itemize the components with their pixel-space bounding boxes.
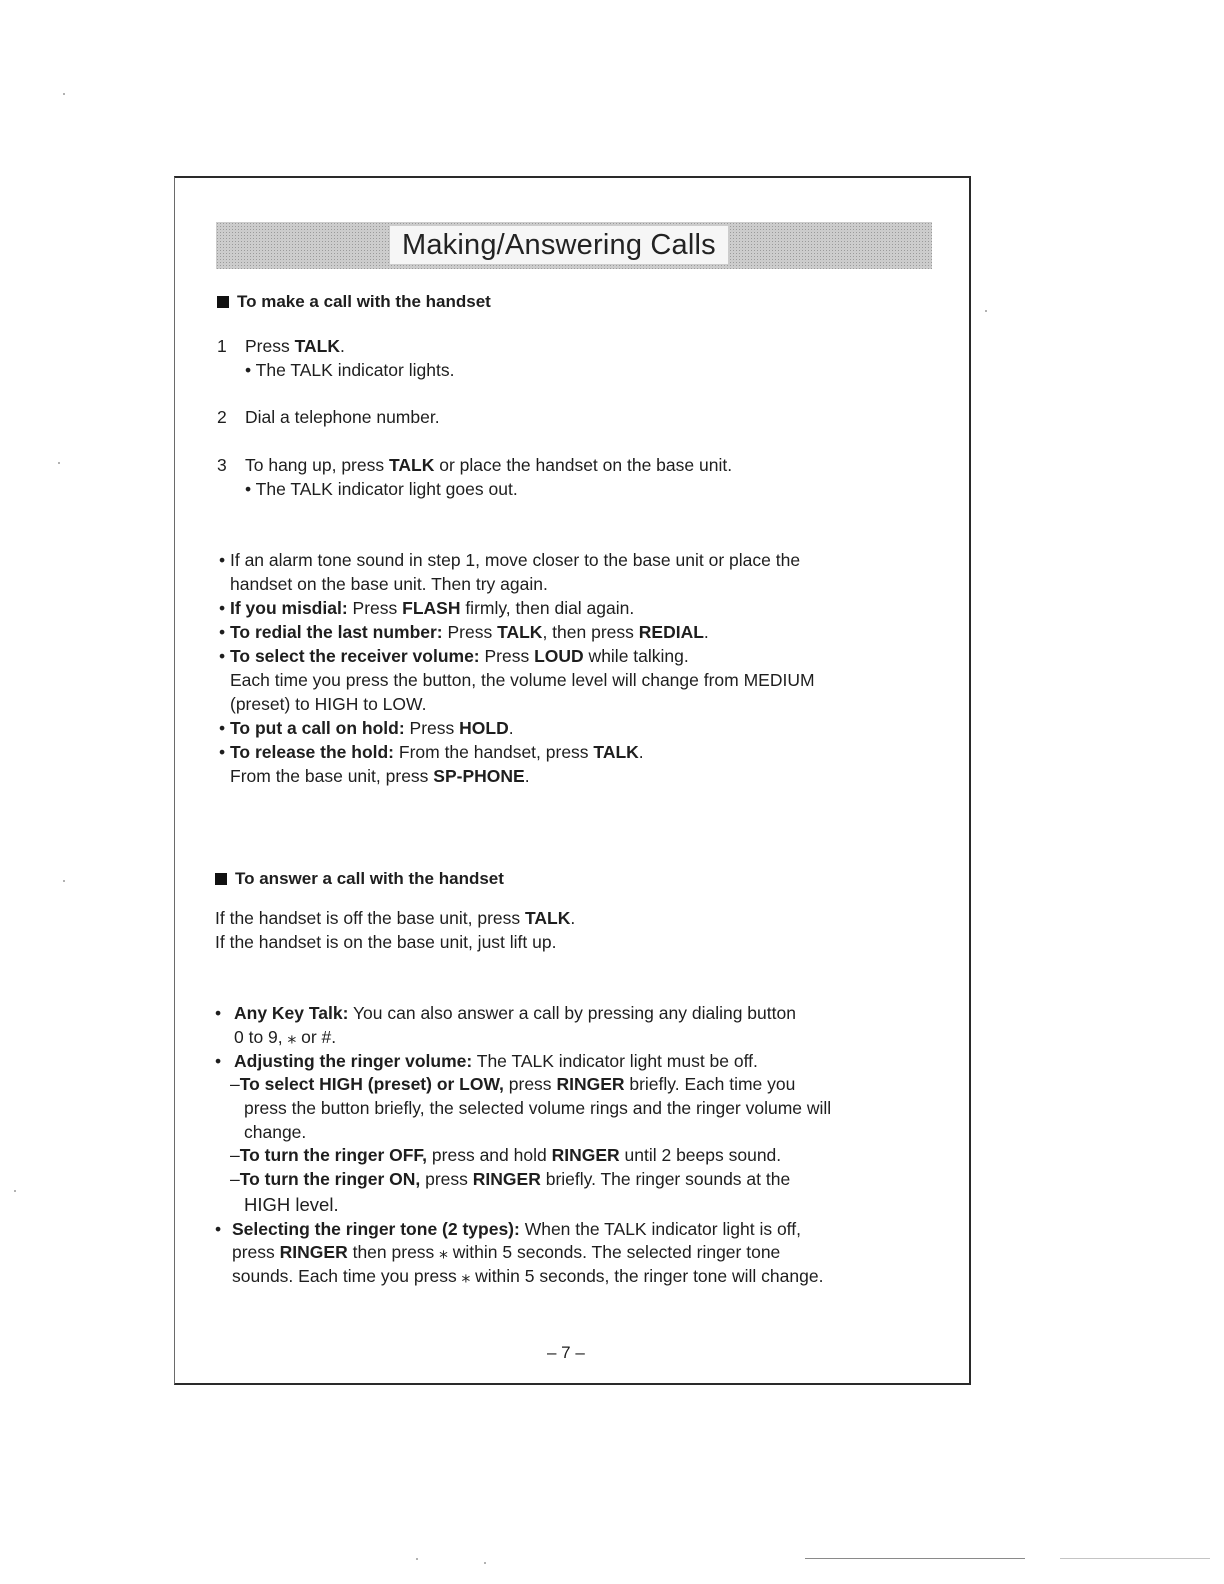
square-bullet-icon xyxy=(217,296,229,308)
note-ringer-tone-cont: press RINGER then press ⁎ within 5 seconds. The selected ringer tone xyxy=(232,1242,781,1262)
note-receiver-volume-cont: Each time you press the button, the volume level will change from MEDIUM xyxy=(230,670,815,690)
step-1: 1 Press TALK. xyxy=(217,336,345,356)
step-2: 2 Dial a telephone number. xyxy=(217,407,440,427)
note-ringer-on-cont: HIGH level. xyxy=(244,1194,339,1215)
note-receiver-volume: • To select the receiver volume: Press LOUD while talking. xyxy=(219,646,689,666)
note-ringer-high-low-cont: press the button briefly, the selected volume rings and the ringer volume will xyxy=(244,1098,832,1118)
scan-speck xyxy=(63,93,65,95)
note-ringer-tone-cont2: sounds. Each time you press ⁎ within 5 seconds, the ringer tone will change. xyxy=(232,1266,824,1286)
note-ringer-on: –To turn the ringer ON, press RINGER briefly. The ringer sounds at the xyxy=(230,1169,791,1189)
note-any-key-talk-cont: 0 to 9, ⁎ or #. xyxy=(234,1027,337,1047)
section-heading-make-call: To make a call with the handset xyxy=(217,290,491,313)
scan-artifact-line xyxy=(1060,1558,1210,1559)
scan-speck xyxy=(63,880,65,882)
scan-speck xyxy=(985,310,987,312)
note-ringer-volume: • Adjusting the ringer volume: The TALK indicator light must be off. xyxy=(215,1051,758,1071)
step-3: 3 To hang up, press TALK or place the handset on the base unit. xyxy=(217,455,733,475)
scan-speck xyxy=(416,1558,418,1560)
note-redial: • To redial the last number: Press TALK, then press REDIAL. xyxy=(219,622,709,642)
step-1-note: • The TALK indicator lights. xyxy=(245,360,455,380)
answer-on-base: If the handset is on the base unit, just lift up. xyxy=(215,932,557,952)
scan-speck xyxy=(58,462,60,464)
note-ringer-off: –To turn the ringer OFF, press and hold RINGER until 2 beeps sound. xyxy=(230,1145,782,1165)
scan-artifact-line xyxy=(805,1558,1025,1559)
note-release-hold: • To release the hold: From the handset, press TALK. xyxy=(219,742,644,762)
note-alarm-tone: • If an alarm tone sound in step 1, move closer to the base unit or place the xyxy=(219,550,801,570)
page-title: Making/Answering Calls xyxy=(390,226,728,264)
note-release-hold-cont: From the base unit, press SP-PHONE. xyxy=(230,766,530,786)
scan-speck xyxy=(14,1190,16,1192)
page-number: – 7 – xyxy=(547,1343,585,1362)
scan-speck xyxy=(484,1562,486,1564)
step-3-note: • The TALK indicator light goes out. xyxy=(245,479,518,499)
note-ringer-high-low-cont2: change. xyxy=(244,1122,307,1142)
note-misdial: • If you misdial: Press FLASH firmly, then dial again. xyxy=(219,598,635,618)
note-hold: • To put a call on hold: Press HOLD. xyxy=(219,718,514,738)
note-receiver-volume-cont2: (preset) to HIGH to LOW. xyxy=(230,694,427,714)
note-any-key-talk: • Any Key Talk: You can also answer a call by pressing any dialing button xyxy=(215,1003,796,1023)
note-ringer-tone: • Selecting the ringer tone (2 types): When the TALK indicator light is off, xyxy=(215,1219,801,1239)
note-ringer-high-low: –To select HIGH (preset) or LOW, press RINGER briefly. Each time you xyxy=(230,1074,796,1094)
answer-off-base: If the handset is off the base unit, press TALK. xyxy=(215,908,576,928)
square-bullet-icon xyxy=(215,873,227,885)
section-heading-answer-call: To answer a call with the handset xyxy=(215,867,504,890)
note-alarm-tone-cont: handset on the base unit. Then try again. xyxy=(230,574,548,594)
